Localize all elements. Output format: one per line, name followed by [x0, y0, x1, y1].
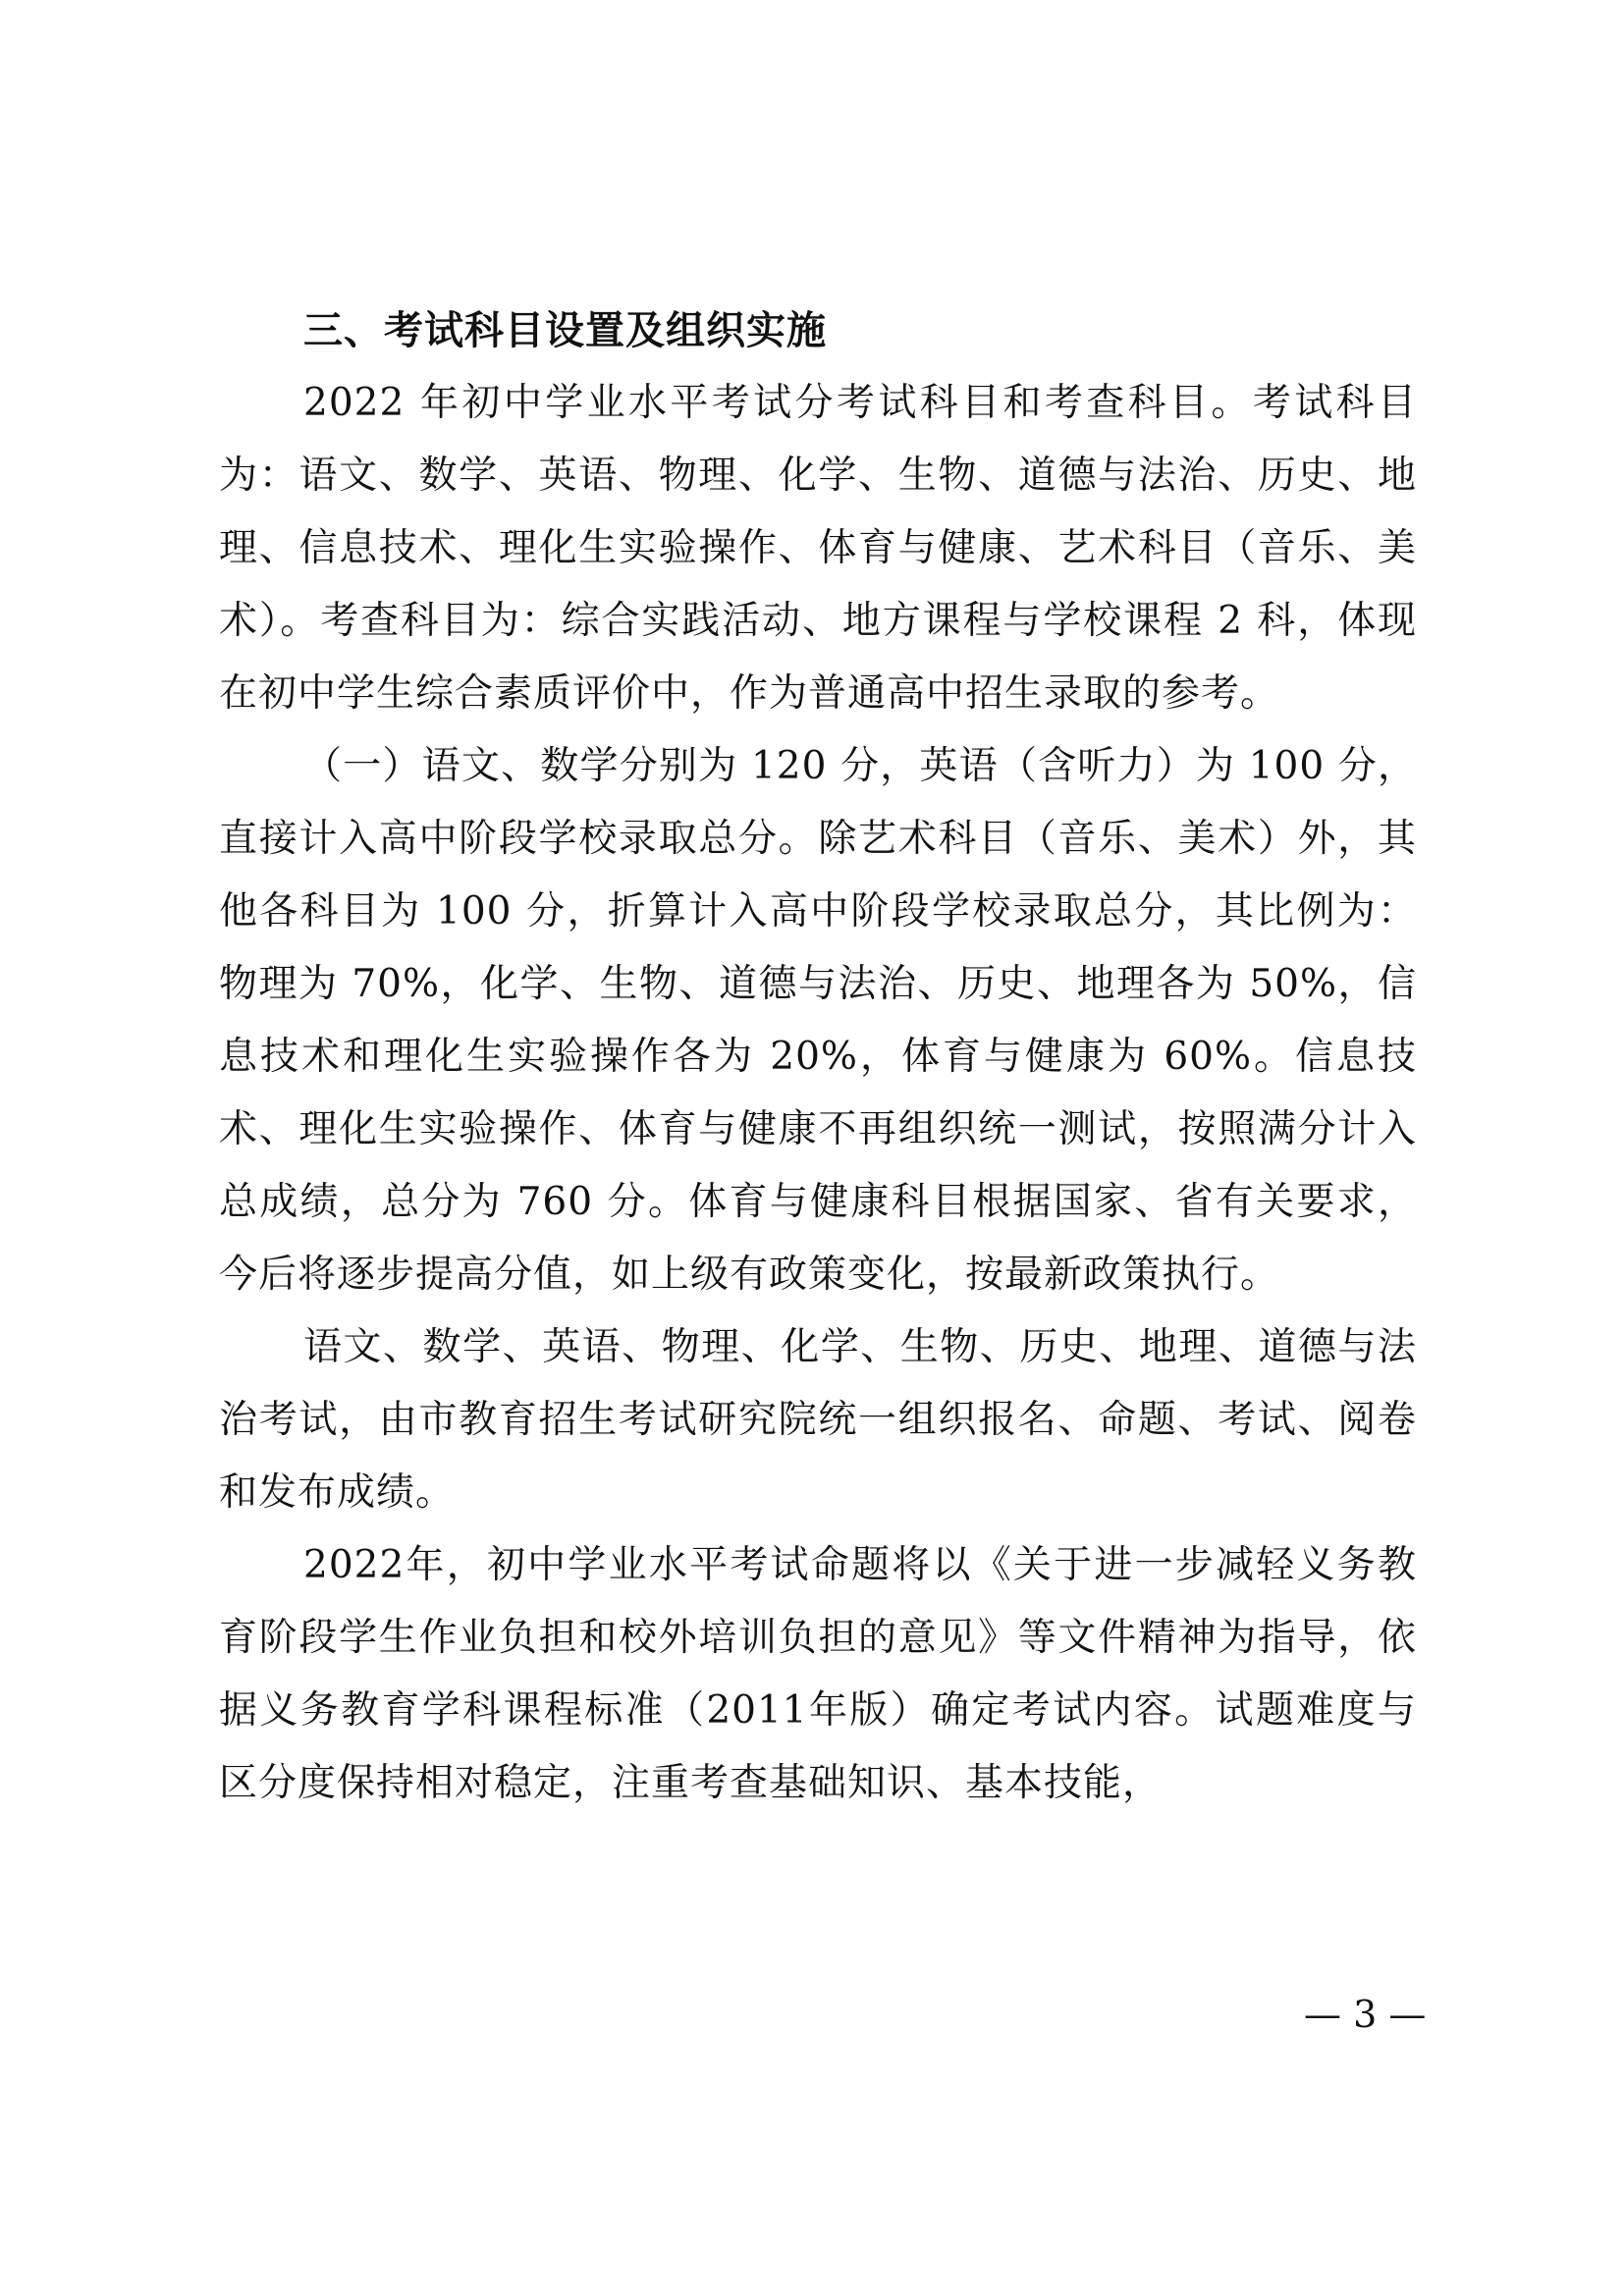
page-number: — 3 —	[1304, 1993, 1427, 2036]
section-heading: 三、考试科目设置及组织实施	[303, 308, 827, 353]
paragraph-score-rules: （一）语文、数学分别为 120 分，英语（含听力）为 100 分，直接计入高中阶段学校录取总分。除艺术科目（音乐、美术）外，其他各科目为 100 分，折算计入高中阶段学校录取总分，其比例为：物理为 70%，化学、生物、道德与法治、历史、地理各为 50%，信息技术和理化生实验操作各为 20%，体育与健康为 60%。信息技术、理化生实验操作、体育与健康不再组织统一测试，按照满分计入总成绩，总分为 760 分。体育与健康科目根据国家、省有关要求，今后将逐步提高分值，如上级有政策变化，按最新政策执行。	[219, 744, 1417, 1297]
paragraph-exam-content: 2022年，初中学业水平考试命题将以《关于进一步减轻义务教育阶段学生作业负担和校外培训负担的意见》等文件精神为指导，依据义务教育学科课程标准（2011年版）确定考试内容。试题难度与区分度保持相对稳定，注重考查基础知识、基本技能，	[219, 1543, 1417, 1805]
paragraph-exam-organization: 语文、数学、英语、物理、化学、生物、历史、地理、道德与法治考试，由市教育招生考试研究院统一组织报名、命题、考试、阅卷和发布成绩。	[219, 1325, 1417, 1515]
document-body	[219, 294, 1417, 1820]
paragraph-exam-subjects: 2022 年初中学业水平考试分考试科目和考查科目。考试科目为：语文、数学、英语、物理、化学、生物、道德与法治、历史、地理、信息技术、理化生实验操作、体育与健康、艺术科目（音乐、美术）。考查科目为：综合实践活动、地方课程与学校课程 2 科，体现在初中学生综合素质评价中，作为普通高中招生录取的参考。	[219, 381, 1417, 716]
